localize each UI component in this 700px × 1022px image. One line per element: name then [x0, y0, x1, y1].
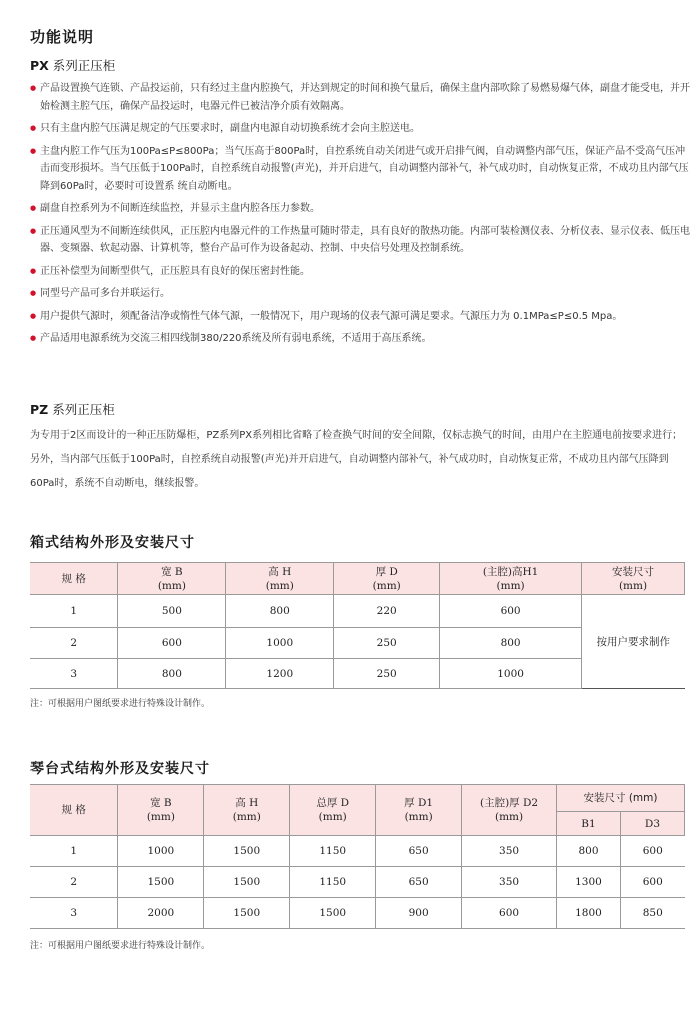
- box-dimensions-table: [30, 562, 685, 689]
- cell-d: 1500: [290, 898, 376, 929]
- header-main-depth-label: (主腔)厚 D2: [479, 797, 539, 809]
- px-title-text: 系列正压柜: [48, 58, 116, 73]
- cell-spec: 3: [30, 659, 118, 689]
- header-height-label: 高 H: [268, 565, 292, 578]
- cell-h: 800: [226, 595, 334, 628]
- pz-code: PZ: [30, 402, 49, 417]
- pz-description: 为专用于2区而设计的一种正压防爆柜，PZ系列PX系列相比省略了检查换气时间的安全间隙，仅标志换气的时间，由用户在主腔通电前按要求进行；另外，当内部气压低于100Pa时，自控系统自动报警(声光)并开启进气，自动调整内部补气，补气成功时，自动恢复正常，不成功且内部气压降到60Pa时，系统不自动断电，继续报警。: [30, 430, 683, 489]
- px-feature-item: ● 产品设置换气连锁、产品投运前，只有经过主盘内腔换气，并达到规定的时间和换气量后，确保主盘内部吹除了易燃易爆气体，副盘才能受电，并开始检测主腔气压，确保产品投运时，电器元件已被洁净介质有效隔离。: [30, 80, 690, 115]
- header-height-unit: (mm): [265, 579, 294, 592]
- header-width-label: 宽 B: [150, 797, 172, 809]
- cell-h: 1200: [226, 659, 334, 689]
- header-width: [118, 563, 226, 595]
- header-height: [204, 785, 290, 836]
- cell-spec: 1: [30, 595, 118, 628]
- pz-title-text: 系列正压柜: [48, 402, 115, 417]
- cell-install: 按用户要求制作: [582, 595, 685, 689]
- header-depth1-label: 厚 D1: [404, 797, 434, 809]
- cell-d2: 350: [462, 836, 557, 867]
- header-main-depth-unit: (mm): [495, 811, 524, 823]
- cell-d1: 650: [376, 867, 462, 898]
- header-depth-unit: (mm): [372, 579, 401, 592]
- header-d3: D3: [620, 812, 684, 836]
- table-row: [30, 595, 685, 628]
- cell-b: 600: [118, 628, 226, 659]
- cell-b: 800: [118, 659, 226, 689]
- cell-spec: 1: [30, 836, 118, 867]
- cell-b1: 1800: [557, 898, 621, 929]
- cell-d3: 600: [620, 867, 684, 898]
- box-table-title: 箱式结构外形及安装尺寸: [30, 535, 195, 551]
- px-feature-item: ● 用户提供气源时，须配备洁净或惰性气体气源，一般情况下，用户现场的仪表气源可满足要求。气源压力为 0.1MPa≤P≤0.5 Mpa。: [30, 308, 690, 326]
- box-table-note: 注：可根据用户图纸要求进行特殊设计制作。: [30, 699, 211, 709]
- cell-h: 1000: [226, 628, 334, 659]
- px-feature-item: ● 正压通风型为不间断连续供风，正压腔内电器元件的工作热量可随时带走，具有良好的散热功能。内部可装检测仪表、分析仪表、显示仪表、低压电器、变频器、软起动器、计算机等，整台产品可作为设备起动、控制、中央信号处理及控制系统。: [30, 223, 690, 258]
- header-total-depth: [290, 785, 376, 836]
- header-depth: [334, 563, 440, 595]
- px-feature-item: ● 副盘自控系列为不间断连续监控，并显示主盘内腔各压力参数。: [30, 200, 690, 218]
- header-width: [118, 785, 204, 836]
- page-title: 功能说明: [30, 28, 95, 46]
- header-install: 安装尺寸 (mm): [557, 785, 685, 812]
- console-dimensions-table: [30, 784, 685, 929]
- cell-d: 1150: [290, 867, 376, 898]
- header-height-unit: (mm): [232, 811, 261, 823]
- cell-d1: 650: [376, 836, 462, 867]
- px-feature-list: [30, 80, 690, 353]
- cell-b: 1000: [118, 836, 204, 867]
- header-b1: B1: [557, 812, 621, 836]
- cell-d: 1150: [290, 836, 376, 867]
- cell-d3: 850: [620, 898, 684, 929]
- table-row: [30, 836, 685, 867]
- header-main-height-label: (主腔)高H1: [482, 565, 539, 578]
- console-table-note: 注：可根据用户图纸要求进行特殊设计制作。: [30, 941, 211, 951]
- header-main-height: [440, 563, 582, 595]
- cell-b: 2000: [118, 898, 204, 929]
- cell-b: 500: [118, 595, 226, 628]
- px-code: PX: [30, 58, 49, 73]
- cell-h1: 600: [440, 595, 582, 628]
- header-install-unit: (mm): [618, 579, 648, 592]
- table-row: [30, 898, 685, 929]
- cell-d1: 900: [376, 898, 462, 929]
- cell-h: 1500: [204, 898, 290, 929]
- header-spec: 规 格: [30, 563, 118, 595]
- header-install-label: 安装尺寸: [612, 565, 655, 578]
- cell-h1: 800: [440, 628, 582, 659]
- header-depth1-unit: (mm): [404, 811, 433, 823]
- header-total-depth-unit: (mm): [318, 811, 347, 823]
- px-feature-item: ● 主盘内腔工作气压为100Pa≤P≤800Pa；当气压高于800Pa时，自控系统自动关闭进气或开启排气阀，自动调整内部气压，保证产品不受高气压冲击而变形损坏。当气压低于100Pa时，自控系统自动报警(声光)，并开启进气，自动调整内部补气，补气成功时，自动恢复正常，不成功且内部气压降到60Pa时，必要时可设置系 统自动断电。: [30, 143, 690, 196]
- header-width-label: 宽 B: [161, 565, 183, 578]
- cell-b1: 1300: [557, 867, 621, 898]
- cell-h: 1500: [204, 867, 290, 898]
- header-depth1: [376, 785, 462, 836]
- console-table-title: 琴台式结构外形及安装尺寸: [30, 761, 210, 777]
- cell-b: 1500: [118, 867, 204, 898]
- header-depth-label: 厚 D: [375, 565, 398, 578]
- header-total-depth-label: 总厚 D: [316, 797, 350, 809]
- cell-b1: 800: [557, 836, 621, 867]
- header-height: [226, 563, 334, 595]
- px-feature-item: ● 只有主盘内腔气压满足规定的气压要求时，副盘内电源自动切换系统才会向主腔送电。: [30, 120, 690, 138]
- cell-d2: 350: [462, 867, 557, 898]
- table-row: [30, 867, 685, 898]
- header-install: [582, 563, 685, 595]
- cell-d3: 600: [620, 836, 684, 867]
- cell-d: 220: [334, 595, 440, 628]
- cell-d: 250: [334, 628, 440, 659]
- cell-spec: 3: [30, 898, 118, 929]
- pz-section-title: [30, 400, 115, 418]
- cell-h: 1500: [204, 836, 290, 867]
- px-feature-item: ● 同型号产品可多台并联运行。: [30, 285, 690, 303]
- header-main-height-unit: (mm): [496, 579, 525, 592]
- header-width-unit: (mm): [146, 811, 175, 823]
- px-feature-item: ● 正压补偿型为间断型供气，正压腔具有良好的保压密封性能。: [30, 263, 690, 281]
- px-feature-item: ● 产品适用电源系统为交流三相四线制380/220系统及所有弱电系统，不适用于高压系统。: [30, 330, 690, 348]
- cell-d2: 600: [462, 898, 557, 929]
- header-height-label: 高 H: [235, 797, 259, 809]
- header-main-depth: [462, 785, 557, 836]
- cell-h1: 1000: [440, 659, 582, 689]
- header-width-unit: (mm): [157, 579, 186, 592]
- cell-spec: 2: [30, 867, 118, 898]
- px-section-title: [30, 56, 115, 74]
- cell-spec: 2: [30, 628, 118, 659]
- cell-d: 250: [334, 659, 440, 689]
- header-spec: 规 格: [30, 785, 118, 836]
